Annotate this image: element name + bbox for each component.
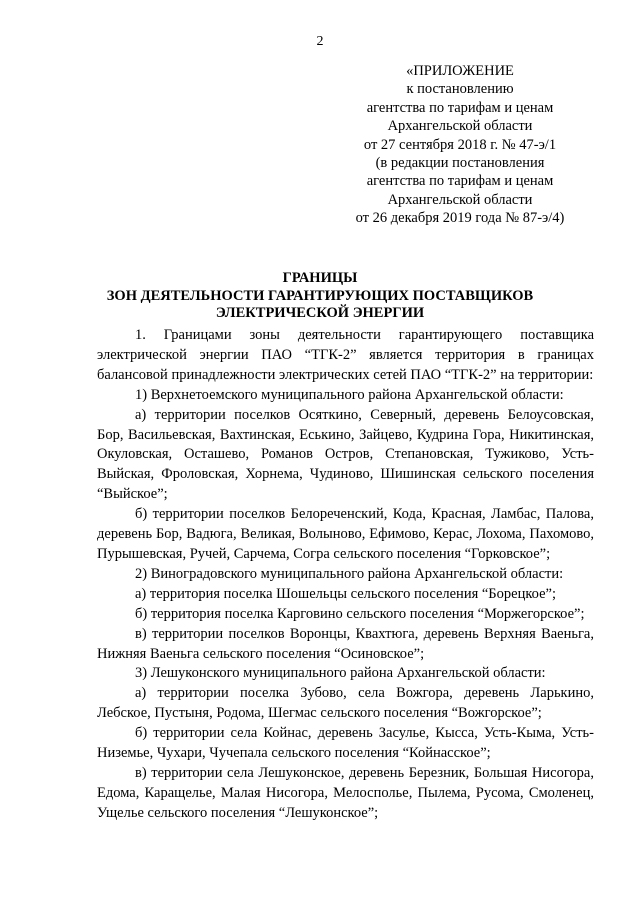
appendix-line: к постановлению xyxy=(406,81,514,98)
appendix-line: от 26 декабря 2019 года № 87-э/4) xyxy=(355,210,565,227)
appendix-line: (в редакции постановления xyxy=(375,155,545,172)
paragraph: б) территории села Койнас, деревень Засулье, Кысса, Усть-Кыма, Усть-Низемье, Чухари, Чучепала сельского поселения “Койнасское”; xyxy=(97,725,594,762)
paragraph: б) территории поселков Белореченский, Кода, Красная, Ламбас, Палова, деревень Бор, Вадюга, Великая, Волыново, Ефимово, Керас, Лохома, Пахомово, Пурышевская, Ручей, Сарчема, Согра сельского поселения “Горковское”; xyxy=(97,506,594,562)
paragraph: 3) Лешуконского муниципального района Архангельской области: xyxy=(135,665,546,682)
appendix-line: агентства по тарифам и ценам xyxy=(366,173,554,190)
paragraph: в) территории села Лешуконское, деревень Березник, Большая Нисогора, Едома, Каращелье, Малая Нисогора, Мелосполье, Пылема, Русома, Смоленец, Ущелье сельского поселения “Лешуконское”; xyxy=(97,764,594,821)
paragraph: б) территория поселка Карговино сельского поселения “Моржегорское”; xyxy=(135,605,585,622)
paragraph: а) территория поселка Шошельцы сельского поселения “Борецкое”; xyxy=(135,585,556,602)
document-title xyxy=(0,270,640,323)
paragraph: 1) Верхнетоемского муниципального района Архангельской области: xyxy=(135,386,564,403)
appendix-line: агентства по тарифам и ценам xyxy=(366,99,554,116)
appendix-line: «ПРИЛОЖЕНИЕ xyxy=(406,63,514,79)
paragraph: а) территории поселков Осяткино, Северный, деревень Белоусовская, Бор, Васильевская, Вахтинская, Еськино, Зайцево, Кудрина Гора, Никитинская, Окуловская, Осташево, Романов Остров, Степановская, Тужиково, Усть-Выйская, Фроловская, Хорнема, Чудиново, Шишинская сельского поселения “Выйское”; xyxy=(97,406,594,503)
appendix-header xyxy=(330,62,590,228)
appendix-line: Архангельской области xyxy=(387,118,533,135)
title-line: ЗОН ДЕЯТЕЛЬНОСТИ ГАРАНТИРУЮЩИХ ПОСТАВЩИКОВ xyxy=(106,287,534,304)
title-line: ГРАНИЦЫ xyxy=(282,270,358,286)
title-line: ЭЛЕКТРИЧЕСКОЙ ЭНЕРГИИ xyxy=(215,305,425,321)
document-body xyxy=(97,326,594,824)
paragraph: 2) Виноградовского муниципального района Архангельской области: xyxy=(135,565,564,582)
paragraph: в) территории поселков Воронцы, Квахтюга, деревень Верхняя Ваеньга, Нижняя Ваеньга сельского поселения “Осиновское”; xyxy=(97,625,594,662)
paragraph: 1. Границами зоны деятельности гарантирующего поставщика электрической энергии ПАО “ТГК-2” является территория в границах балансовой принадлежности электрических сетей ПАО “ТГК-2” на территории: xyxy=(97,327,594,383)
appendix-line: Архангельской области xyxy=(387,191,533,208)
page-number: 2 xyxy=(316,34,324,49)
appendix-line: от 27 сентября 2018 г. № 47-э/1 xyxy=(363,136,557,153)
paragraph: а) территории поселка Зубово, села Вожгора, деревень Ларькино, Лебское, Пустыня, Родома, Шегмас сельского поселения “Вожгорское”; xyxy=(97,685,594,722)
